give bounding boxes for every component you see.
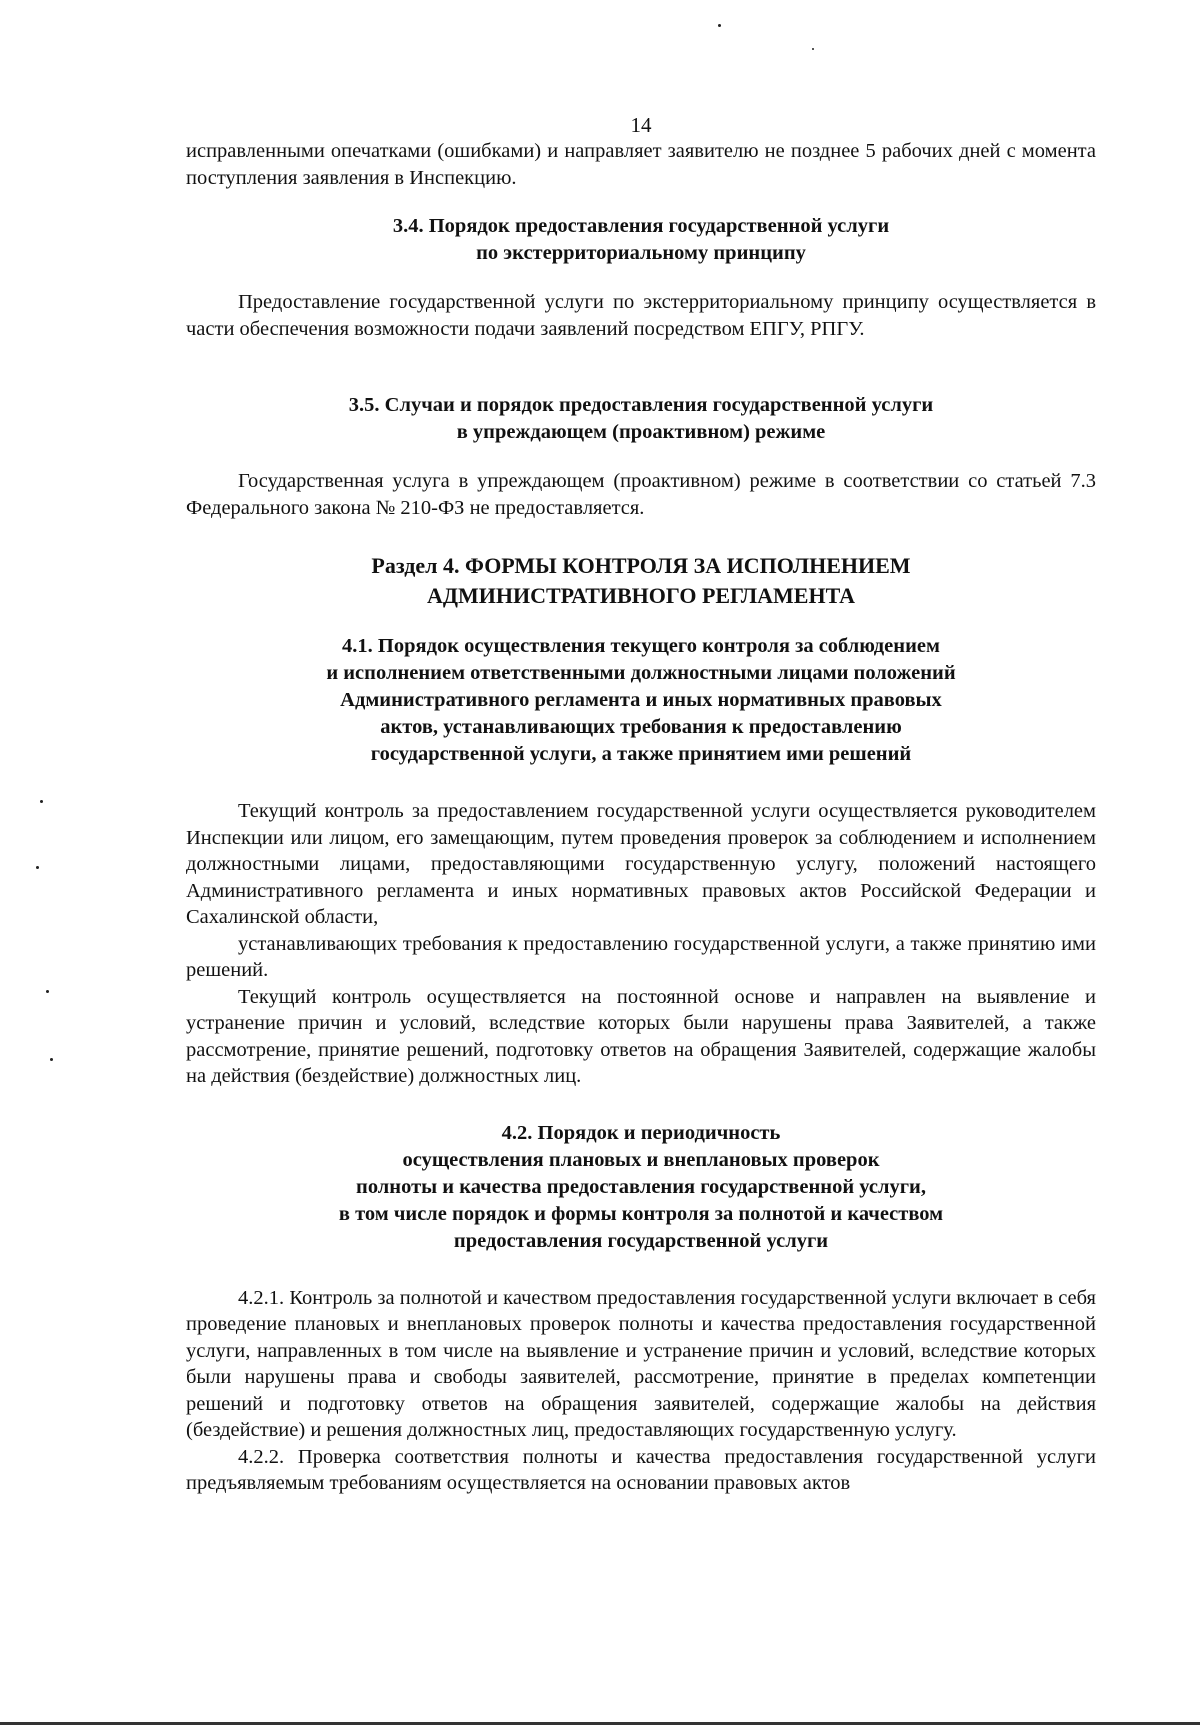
heading-line: полноты и качества предоставления государственной услуги, <box>356 1175 926 1198</box>
section-4-1-paragraph: устанавливающих требования к предоставлению государственной услуги, а также принятию ими решений. <box>186 932 1096 981</box>
scan-speck <box>46 990 49 993</box>
heading-line: 3.5. Случаи и порядок предоставления государственной услуги <box>348 394 934 416</box>
scan-speck <box>50 1058 53 1061</box>
scan-edge-line <box>0 1722 1200 1725</box>
section-4-heading <box>186 551 1096 611</box>
heading-line: 4.2. Порядок и периодичность <box>501 1121 781 1144</box>
document-body <box>186 112 1096 1497</box>
section-3-4-heading <box>186 213 1096 267</box>
heading-line: Раздел 4. ФОРМЫ КОНТРОЛЯ ЗА ИСПОЛНЕНИЕМ <box>371 553 911 578</box>
heading-line: 4.1. Порядок осуществления текущего контроля за соблюдением <box>342 635 940 657</box>
heading-line: осуществления плановых и внеплановых проверок <box>402 1148 880 1171</box>
scan-speck <box>40 800 43 803</box>
page-number: 14 <box>630 113 652 137</box>
section-4-1-paragraph: Текущий контроль осуществляется на постоянной основе и направлен на выявление и устранение причин и условий, вследствие которых были нарушены права Заявителей, а также рассмотрение, принятие решений, подготовку ответов на обращения Заявителей, содержащие жалобы на действия (бездействие) должностных лиц. <box>186 985 1096 1087</box>
section-4-2-1-paragraph: 4.2.1. Контроль за полнотой и качеством предоставления государственной услуги включает в себя проведение плановых и внеплановых проверок полноты и качества предоставления государственной услуги, направленных в том числе на выявление и устранение причин и условий, вследствие которых были нарушены права и свободы заявителей, рассмотрение, принятие в пределах компетенции решений и подготовку ответов на обращения заявителей, содержащие жалобы на действия (бездействие) и решения должностных лиц, предоставляющих государственную услугу. <box>186 1286 1096 1441</box>
heading-line: в упреждающем (проактивном) режиме <box>456 421 826 443</box>
intro-paragraph: исправленными опечатками (ошибками) и направляет заявителю не позднее 5 рабочих дней с момента поступления заявления в Инспекцию. <box>186 140 1096 189</box>
section-3-4-text: Предоставление государственной услуги по экстерриториальному принципу осуществляется в части обеспечения возможности подачи заявлений посредством ЕПГУ, РПГУ. <box>186 291 1096 340</box>
section-3-5-text: Государственная услуга в упреждающем (проактивном) режиме в соответствии со статьей 7.3 Федерального закона № 210-ФЗ не предоставляется. <box>186 470 1096 519</box>
section-4-1-heading <box>186 633 1096 768</box>
heading-line: и исполнением ответственными должностными лицами положений <box>326 662 956 684</box>
heading-line: 3.4. Порядок предоставления государственной услуги <box>392 215 890 237</box>
section-4-2-heading <box>186 1120 1096 1255</box>
heading-line: актов, устанавливающих требования к предоставлению <box>380 716 902 738</box>
section-4-1-paragraph: Текущий контроль за предоставлением государственной услуги осуществляется руководителем Инспекции или лицом, его замещающим, путем проведения проверок за соблюдением и исполнением должностными лицами, предоставляющими государственную услугу, положений настоящего Административного регламента и иных нормативных правовых актов Российской Федерации и Сахалинской области, <box>186 800 1096 928</box>
scan-speck <box>36 866 39 869</box>
section-3-5-heading <box>186 392 1096 446</box>
scan-speck <box>718 24 721 27</box>
heading-line: в том числе порядок и формы контроля за полнотой и качеством <box>338 1202 944 1225</box>
heading-line: государственной услуги, а также принятием ими решений <box>370 743 912 765</box>
heading-line: Административного регламента и иных нормативных правовых <box>340 689 942 711</box>
scan-speck <box>812 48 814 50</box>
heading-line: АДМИНИСТРАТИВНОГО РЕГЛАМЕНТА <box>426 583 856 608</box>
section-4-2-2-paragraph: 4.2.2. Проверка соответствия полноты и качества предоставления государственной услуги предъявляемым требованиям осуществляется на основании правовых актов <box>186 1445 1096 1494</box>
heading-line: по экстерриториальному принципу <box>476 242 806 264</box>
heading-line: предоставления государственной услуги <box>453 1229 829 1252</box>
